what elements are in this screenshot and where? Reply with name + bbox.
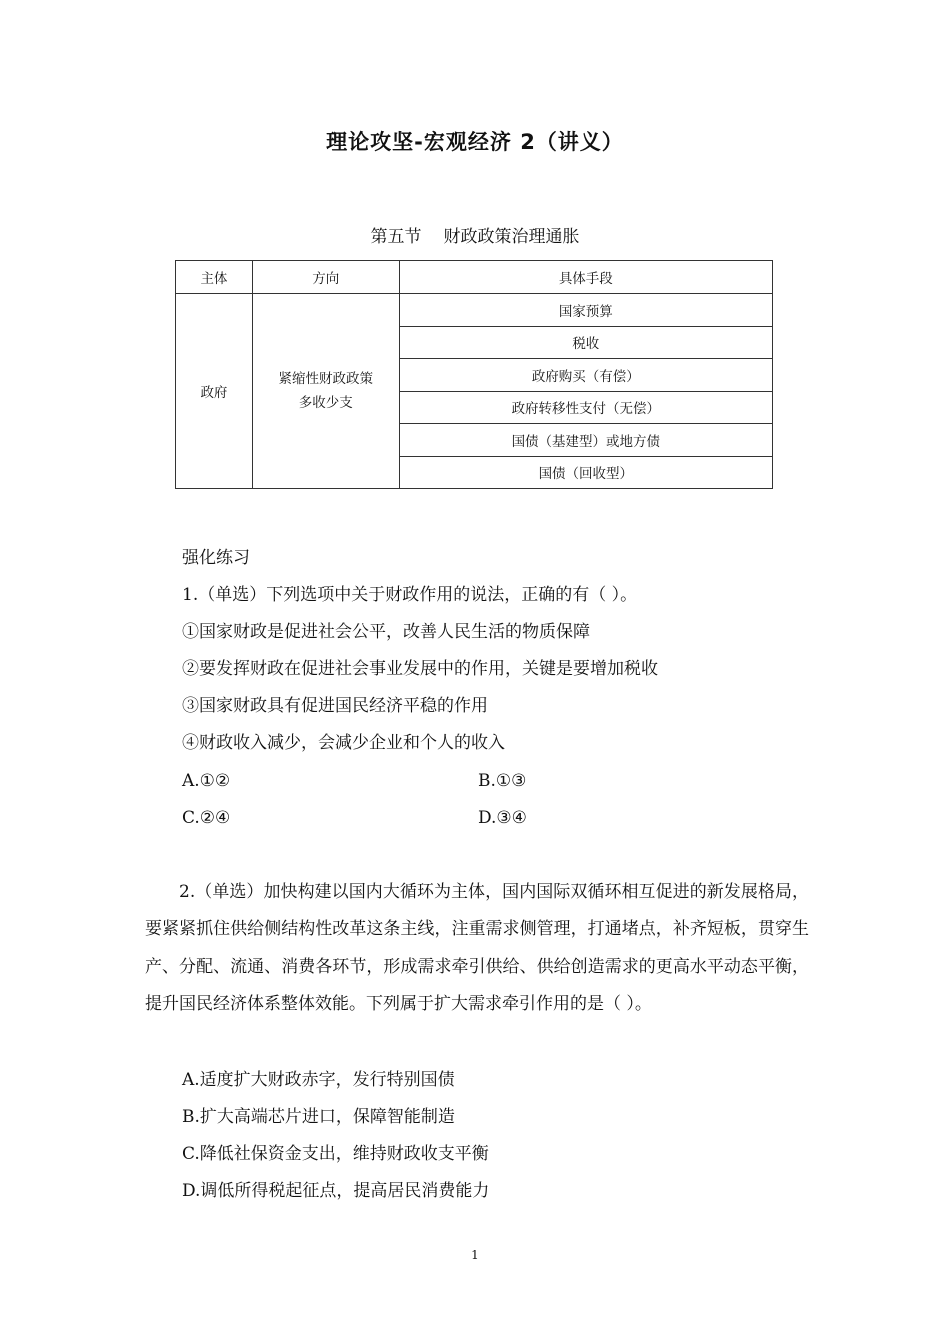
fiscal-policy-table <box>175 260 773 489</box>
cell-direction <box>252 294 399 489</box>
cell-means: 国债（回收型） <box>399 456 772 489</box>
cell-means: 政府转移性支付（无偿） <box>399 391 772 424</box>
table-header-row <box>176 261 773 294</box>
table-row <box>176 294 773 327</box>
page-number: 1 <box>471 1248 479 1262</box>
section-name: 财政政策治理通胀 <box>443 227 580 247</box>
q1-statement-3: ③国家财政具有促进国民经济平稳的作用 <box>182 696 488 716</box>
cell-means: 国债（基建型）或地方债 <box>399 424 772 457</box>
q2-option-d: D.调低所得税起征点，提高居民消费能力 <box>182 1181 490 1201</box>
q2-option-b: B.扩大高端芯片进口，保障智能制造 <box>182 1107 455 1127</box>
q1-option-c: C.②④ <box>182 808 231 828</box>
q1-option-a: A.①② <box>182 771 231 791</box>
cell-subject: 政府 <box>176 294 253 489</box>
q1-statement-4: ④财政收入减少，会减少企业和个人的收入 <box>182 733 505 753</box>
header-direction: 方向 <box>252 261 399 294</box>
direction-line-1: 紧缩性财政政策 <box>278 371 373 387</box>
q1-stem: 1.（单选）下列选项中关于财政作用的说法，正确的有（ ）。 <box>182 585 638 605</box>
practice-heading: 强化练习 <box>182 548 250 568</box>
document-title: 理论攻坚-宏观经济 2（讲义） <box>326 130 624 154</box>
cell-means: 政府购买（有偿） <box>399 359 772 392</box>
q2-option-a: A.适度扩大财政赤字，发行特别国债 <box>182 1070 455 1090</box>
q2-stem: 2.（单选）加快构建以国内大循环为主体，国内国际双循环相互促进的新发展格局，要紧紧抓住供给侧结构性改革这条主线，注重需求侧管理，打通堵点，补齐短板，贯穿生产、分配、流通、消费各环节，形成需求牵引供给、供给创造需求的更高水平动态平衡，提升国民经济体系整体效能。下列属于扩大需求牵引作用的是（ ）。 <box>145 882 809 1015</box>
direction-line-2: 多收少支 <box>298 395 353 411</box>
header-subject: 主体 <box>176 261 253 294</box>
q2-option-c: C.降低社保资金支出，维持财政收支平衡 <box>182 1144 489 1164</box>
q1-option-d: D.③④ <box>478 808 527 828</box>
cell-means: 国家预算 <box>399 294 772 327</box>
section-number: 第五节 <box>370 227 422 247</box>
cell-means: 税收 <box>399 326 772 359</box>
q1-statement-1: ①国家财政是促进社会公平，改善人民生活的物质保障 <box>182 622 590 642</box>
header-means: 具体手段 <box>399 261 772 294</box>
q1-statement-2: ②要发挥财政在促进社会事业发展中的作用，关键是要增加税收 <box>182 659 658 679</box>
q1-option-b: B.①③ <box>478 771 527 791</box>
section-heading <box>0 222 950 247</box>
